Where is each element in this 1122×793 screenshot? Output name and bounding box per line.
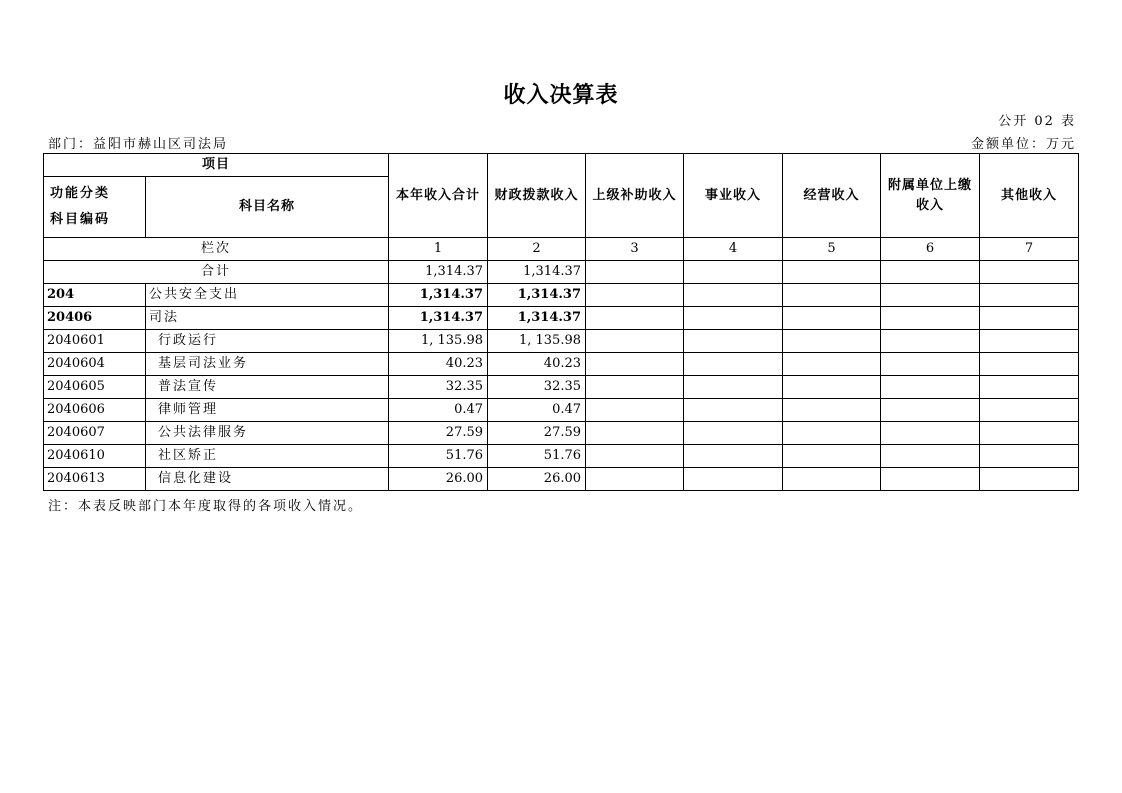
- index-number: 5: [783, 238, 881, 261]
- amount-cell: [881, 307, 980, 330]
- amount-cell: [783, 445, 881, 468]
- function-code-header: [44, 177, 146, 238]
- index-number: 7: [980, 238, 1079, 261]
- amount-cell: 1, 135.98: [488, 330, 586, 353]
- subject-name-cell: 信息化建设: [146, 468, 389, 491]
- amount-cell: 1,314.37: [389, 284, 488, 307]
- footnote: 注：本表反映部门本年度取得的各项收入情况。: [48, 499, 364, 514]
- table-row: [44, 307, 1079, 330]
- amount-cell: [783, 468, 881, 491]
- amount-cell: 0.47: [488, 399, 586, 422]
- function-code-cell: 2040610: [44, 445, 146, 468]
- function-code-cell: 2040604: [44, 353, 146, 376]
- amount-cell: 1,314.37: [389, 307, 488, 330]
- amount-cell: 51.76: [389, 445, 488, 468]
- amount-cell: [586, 376, 684, 399]
- table-row: [44, 284, 1079, 307]
- amount-cell: [783, 330, 881, 353]
- column-header-affiliated: 附属单位上缴收入: [881, 154, 980, 238]
- amount-cell: [980, 353, 1079, 376]
- function-code-cell: 2040601: [44, 330, 146, 353]
- column-header-other: 其他收入: [980, 154, 1079, 238]
- column-header-superior: 上级补助收入: [586, 154, 684, 238]
- subject-name-cell: 公共法律服务: [146, 422, 389, 445]
- amount-cell: 26.00: [389, 468, 488, 491]
- index-label: 栏次: [44, 238, 389, 261]
- amount-cell: [684, 330, 783, 353]
- amount-cell: [783, 307, 881, 330]
- amount-cell: 27.59: [488, 422, 586, 445]
- amount-cell: 26.00: [488, 468, 586, 491]
- page-title: 收入决算表: [503, 83, 619, 108]
- subject-name-cell: 公共安全支出: [146, 284, 389, 307]
- amount-cell: [980, 445, 1079, 468]
- column-header-operating: 经营收入: [783, 154, 881, 238]
- amount-cell: 0.47: [389, 399, 488, 422]
- amount-cell: [586, 399, 684, 422]
- amount-cell: 1,314.37: [488, 284, 586, 307]
- total-value: [684, 261, 783, 284]
- amount-cell: [881, 422, 980, 445]
- amount-cell: 1,314.37: [488, 307, 586, 330]
- amount-cell: 32.35: [389, 376, 488, 399]
- subject-name-cell: 司法: [146, 307, 389, 330]
- amount-cell: [980, 399, 1079, 422]
- table-row: [44, 376, 1079, 399]
- amount-cell: [586, 307, 684, 330]
- amount-cell: [684, 307, 783, 330]
- amount-cell: [586, 445, 684, 468]
- amount-cell: [586, 468, 684, 491]
- amount-cell: 40.23: [389, 353, 488, 376]
- index-row: [44, 238, 1079, 261]
- total-value: [586, 261, 684, 284]
- amount-cell: [684, 284, 783, 307]
- subject-name-cell: 行政运行: [146, 330, 389, 353]
- index-number: 1: [389, 238, 488, 261]
- column-header-total: 本年收入合计: [389, 154, 488, 238]
- income-table: [43, 153, 1079, 491]
- subject-name-cell: 社区矫正: [146, 445, 389, 468]
- amount-cell: [783, 353, 881, 376]
- total-value: 1,314.37: [389, 261, 488, 284]
- amount-cell: [980, 307, 1079, 330]
- amount-cell: 1, 135.98: [389, 330, 488, 353]
- amount-cell: [881, 468, 980, 491]
- amount-cell: [881, 399, 980, 422]
- amount-cell: [980, 468, 1079, 491]
- amount-cell: 27.59: [389, 422, 488, 445]
- table-row: [44, 399, 1079, 422]
- function-code-cell: 2040606: [44, 399, 146, 422]
- subject-name-cell: 律师管理: [146, 399, 389, 422]
- amount-cell: [586, 422, 684, 445]
- header-row-1: [44, 154, 1079, 177]
- amount-cell: [684, 468, 783, 491]
- function-code-header-line1: 功能分类: [50, 186, 111, 201]
- total-label: 合计: [44, 261, 389, 284]
- amount-cell: [783, 284, 881, 307]
- table-row: [44, 353, 1079, 376]
- department-label: 部门：益阳市赫山区司法局: [48, 137, 229, 152]
- total-value: 1,314.37: [488, 261, 586, 284]
- amount-unit-label: 金额单位：万元: [970, 137, 1076, 152]
- amount-cell: [586, 284, 684, 307]
- amount-cell: [881, 330, 980, 353]
- form-code: 公开 02 表: [998, 114, 1076, 129]
- index-number: 3: [586, 238, 684, 261]
- table-row: [44, 468, 1079, 491]
- amount-cell: [980, 422, 1079, 445]
- amount-cell: [881, 445, 980, 468]
- function-code-cell: 20406: [44, 307, 146, 330]
- amount-cell: [881, 376, 980, 399]
- function-code-header-line2: 科目编码: [50, 212, 111, 227]
- amount-cell: [881, 353, 980, 376]
- amount-cell: [783, 422, 881, 445]
- amount-cell: [684, 399, 783, 422]
- amount-cell: [684, 445, 783, 468]
- index-number: 6: [881, 238, 980, 261]
- amount-cell: [586, 353, 684, 376]
- table-row: [44, 330, 1079, 353]
- index-number: 2: [488, 238, 586, 261]
- subject-name-cell: 基层司法业务: [146, 353, 389, 376]
- function-code-cell: 204: [44, 284, 146, 307]
- amount-cell: [980, 284, 1079, 307]
- function-code-cell: 2040605: [44, 376, 146, 399]
- amount-cell: [684, 376, 783, 399]
- amount-cell: 40.23: [488, 353, 586, 376]
- subject-name-cell: 普法宣传: [146, 376, 389, 399]
- function-code-cell: 2040607: [44, 422, 146, 445]
- amount-cell: [980, 330, 1079, 353]
- index-number: 4: [684, 238, 783, 261]
- total-value: [881, 261, 980, 284]
- table-row: [44, 422, 1079, 445]
- total-value: [783, 261, 881, 284]
- amount-cell: 51.76: [488, 445, 586, 468]
- column-header-fiscal: 财政拨款收入: [488, 154, 586, 238]
- table-row: [44, 445, 1079, 468]
- amount-cell: [684, 353, 783, 376]
- amount-cell: [586, 330, 684, 353]
- function-code-cell: 2040613: [44, 468, 146, 491]
- amount-cell: [881, 284, 980, 307]
- amount-cell: [980, 376, 1079, 399]
- column-header-business: 事业收入: [684, 154, 783, 238]
- amount-cell: [783, 376, 881, 399]
- amount-cell: [783, 399, 881, 422]
- amount-cell: 32.35: [488, 376, 586, 399]
- subject-name-header: 科目名称: [146, 177, 389, 238]
- amount-cell: [684, 422, 783, 445]
- item-header: 项目: [44, 154, 389, 177]
- total-row: [44, 261, 1079, 284]
- total-value: [980, 261, 1079, 284]
